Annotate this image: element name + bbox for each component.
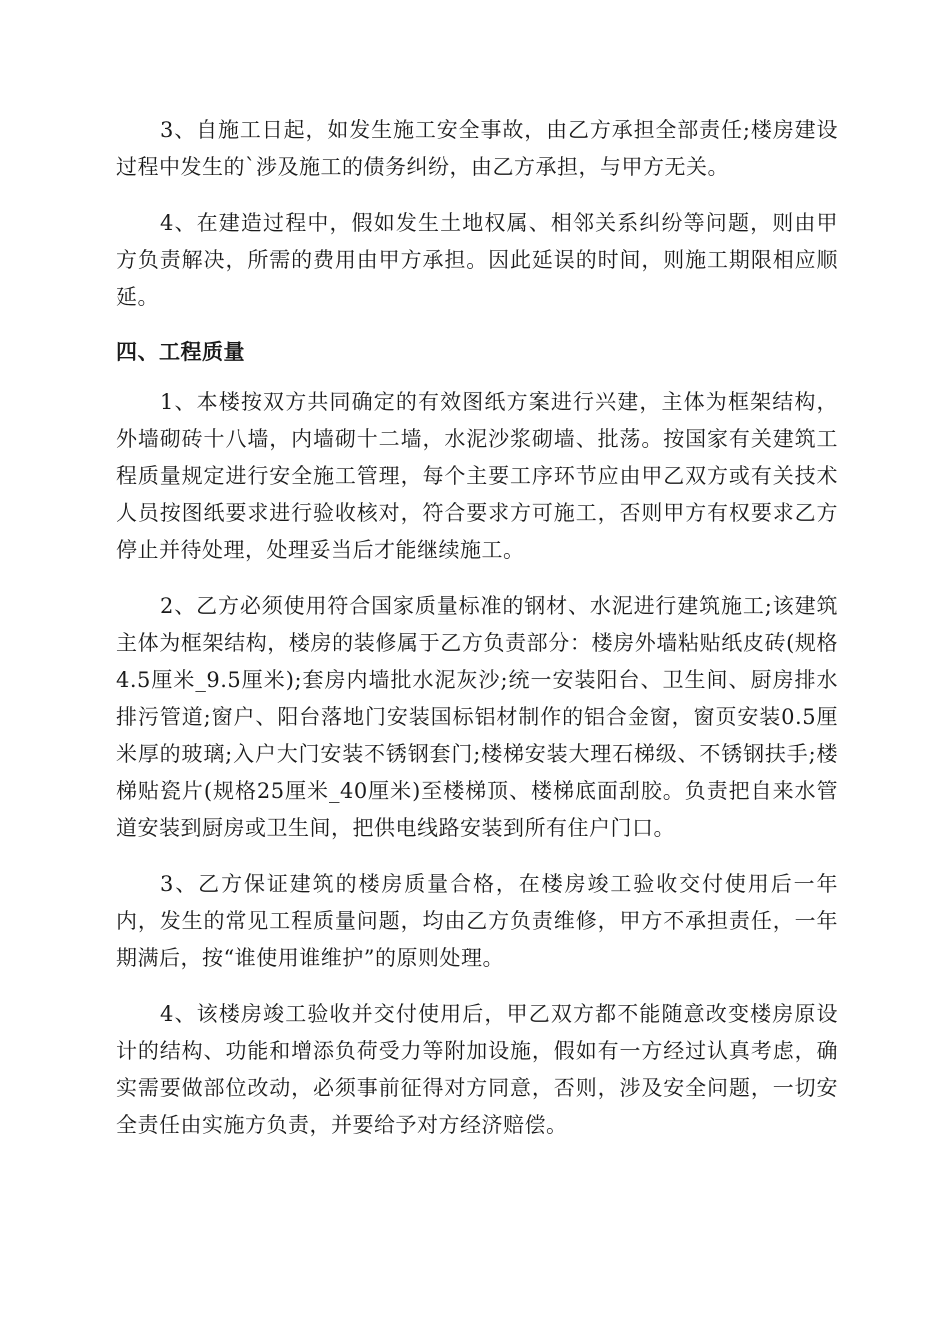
quality-clause-2: 2、乙方必须使用符合国家质量标准的钢材、水泥进行建筑施工;该建筑主体为框架结构，楼房的装修属于乙方负责部分：楼房外墙粘贴纸皮砖(规格4.5厘米_9.5厘米);套房内墙批水泥灰沙;统一安装阳台、卫生间、厨房排水排污管道;窗户、阳台落地门安装国标铝材制作的铝合金窗，窗页安装0.5厘米厚的玻璃;入户大门安装不锈钢套门;楼梯安装大理石梯级、不锈钢扶手;楼梯贴瓷片(规格25厘米_40厘米)至楼梯顶、楼梯底面刮胶。负责把自来水管道安装到厨房或卫生间，把供电线路安装到所有住户门口。	[116, 594, 838, 840]
clause-3-safety: 3、自施工日起，如发生施工安全事故，由乙方承担全部责任;楼房建设过程中发生的`涉及施工的债务纠纷，由乙方承担，与甲方无关。	[116, 118, 838, 179]
quality-clause-3: 3、乙方保证建筑的楼房质量合格，在楼房竣工验收交付使用后一年内，发生的常见工程质量问题，均由乙方负责维修，甲方不承担责任，一年期满后，按“谁使用谁维护”的原则处理。	[116, 872, 838, 970]
quality-clause-4: 4、该楼房竣工验收并交付使用后，甲乙双方都不能随意改变楼房原设计的结构、功能和增添负荷受力等附加设施，假如有一方经过认真考虑，确实需要做部位改动，必须事前征得对方同意，否则，涉及安全问题，一切安全责任由实施方负责，并要给予对方经济赔偿。	[116, 1002, 838, 1137]
section-heading-quality: 四、工程质量	[116, 340, 245, 364]
quality-clause-1: 1、本楼按双方共同确定的有效图纸方案进行兴建，主体为框架结构，外墙砌砖十八墙，内墙砌十二墙，水泥沙浆砌墙、批荡。按国家有关建筑工程质量规定进行安全施工管理，每个主要工序环节应由甲乙双方或有关技术人员按图纸要求进行验收核对，符合要求方可施工，否则甲方有权要求乙方停止并待处理，处理妥当后才能继续施工。	[116, 390, 838, 562]
clause-4-land-disputes: 4、在建造过程中，假如发生土地权属、相邻关系纠纷等问题，则由甲方负责解决，所需的费用由甲方承担。因此延误的时间，则施工期限相应顺延。	[116, 211, 838, 309]
